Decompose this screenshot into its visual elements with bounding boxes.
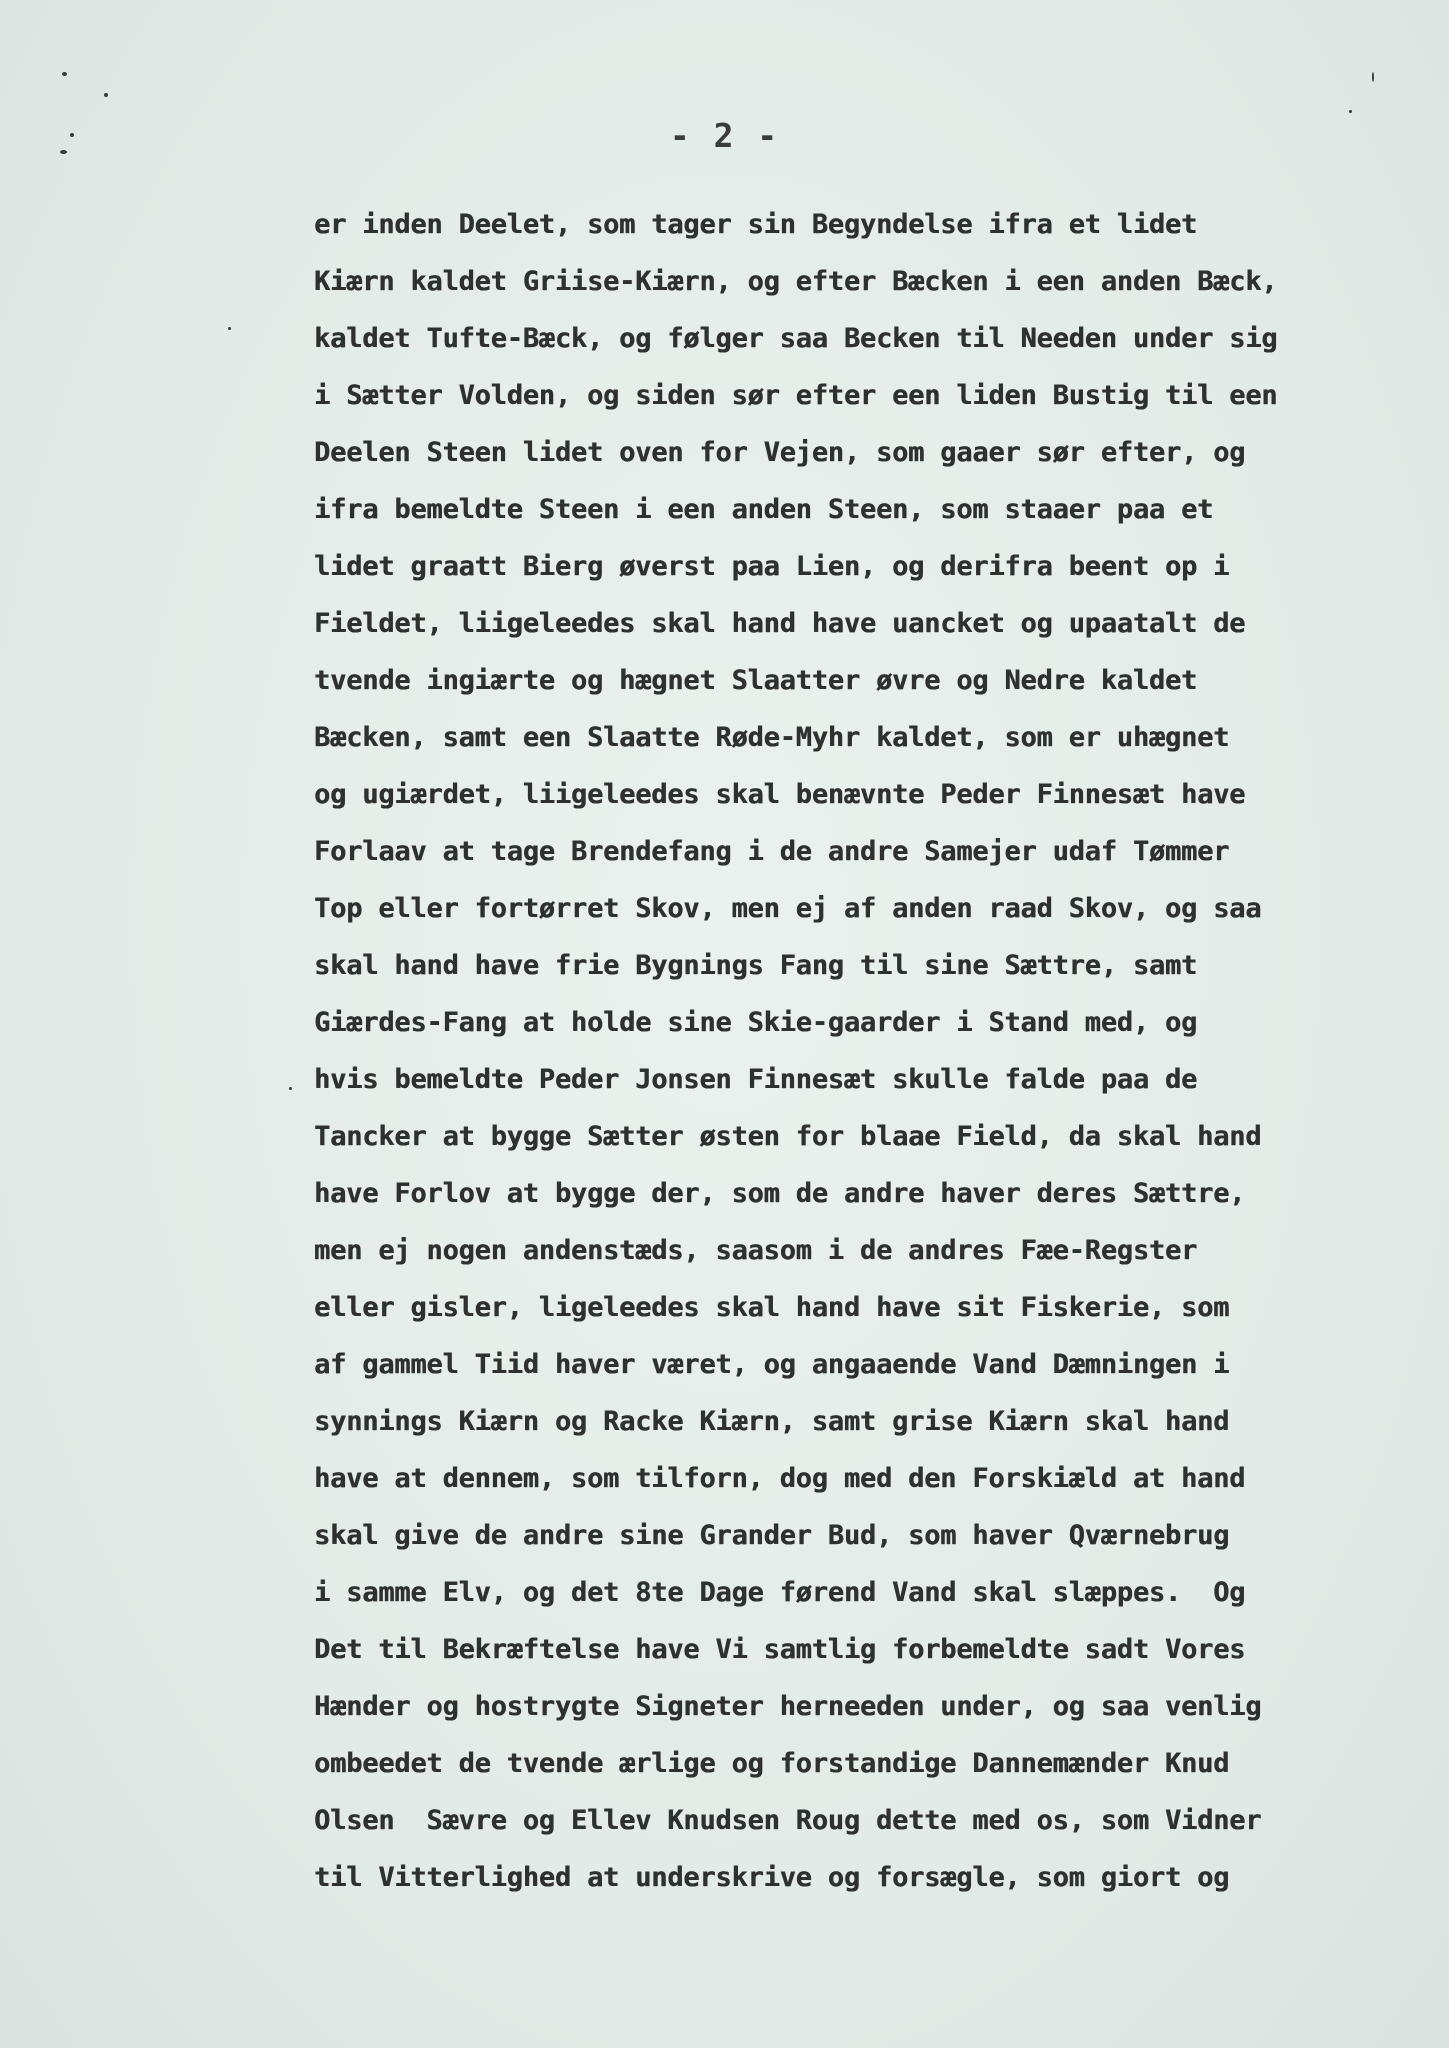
- text-line: eller gisler, ligeleedes skal hand have sit Fiskerie, som: [314, 1292, 1230, 1323]
- text-line: Forlaav at tage Brendefang i de andre Samejer udaf Tømmer: [314, 836, 1230, 867]
- text-line: Olsen Sævre og Ellev Knudsen Roug dette med os, som Vidner: [314, 1805, 1262, 1836]
- text-line: i Sætter Volden, og siden sør efter een liden Bustig til een: [314, 380, 1278, 411]
- text-line: have Forlov at bygge der, som de andre haver deres Sættre,: [314, 1178, 1246, 1209]
- text-line: Top eller fortørret Skov, men ej af anden raad Skov, og saa: [314, 893, 1262, 924]
- text-line: til Vitterlighed at underskrive og forsægle, som giort og: [314, 1862, 1230, 1893]
- body-text: [314, 196, 1414, 1906]
- text-line: ombeedet de tvende ærlige og forstandige Dannemænder Knud: [314, 1748, 1230, 1779]
- text-line: tvende ingiærte og hægnet Slaatter øvre og Nedre kaldet: [314, 665, 1198, 696]
- text-line: Hænder og hostrygte Signeter herneeden under, og saa venlig: [314, 1691, 1262, 1722]
- text-line: ifra bemeldte Steen i een anden Steen, som staaer paa et: [314, 494, 1214, 525]
- text-line: af gammel Tiid haver været, og angaaende Vand Dæmningen i: [314, 1349, 1230, 1380]
- text-line: Det til Bekræftelse have Vi samtlig forbemeldte sadt Vores: [314, 1634, 1246, 1665]
- text-line: men ej nogen andenstæds, saasom i de andres Fæe-Regster: [314, 1235, 1198, 1266]
- text-line: Giærdes-Fang at holde sine Skie-gaarder i Stand med, og: [314, 1007, 1198, 1038]
- text-line: er inden Deelet, som tager sin Begyndelse ifra et lidet: [314, 209, 1198, 240]
- text-line: skal hand have frie Bygnings Fang til sine Sættre, samt: [314, 950, 1198, 981]
- text-line: Deelen Steen lidet oven for Vejen, som gaaer sør efter, og: [314, 437, 1246, 468]
- text-line: kaldet Tufte-Bæck, og følger saa Becken til Needen under sig: [314, 323, 1278, 354]
- text-line: i samme Elv, og det 8te Dage førend Vand skal slæppes. Og: [314, 1577, 1246, 1608]
- scan-speck: [104, 93, 108, 97]
- scan-speck: [228, 327, 231, 330]
- text-line: Bæcken, samt een Slaatte Røde-Myhr kaldet, som er uhægnet: [314, 722, 1230, 753]
- scan-speck: [62, 72, 67, 76]
- text-line: Fieldet, liigeleedes skal hand have uancket og upaatalt de: [314, 608, 1246, 639]
- text-line: synnings Kiærn og Racke Kiærn, samt grise Kiærn skal hand: [314, 1406, 1230, 1437]
- text-line: Tancker at bygge Sætter østen for blaae Field, da skal hand: [314, 1121, 1262, 1152]
- scan-speck: [1349, 110, 1352, 113]
- scan-speck: [1372, 72, 1374, 82]
- text-line: lidet graatt Bierg øverst paa Lien, og derifra beent op i: [314, 551, 1230, 582]
- text-line: hvis bemeldte Peder Jonsen Finnesæt skulle falde paa de: [314, 1064, 1198, 1095]
- text-line: have at dennem, som tilforn, dog med den Forskiæld at hand: [314, 1463, 1246, 1494]
- text-line: skal give de andre sine Grander Bud, som haver Qværnebrug: [314, 1520, 1230, 1551]
- scan-speck: [289, 1087, 292, 1090]
- page-number: - 2 -: [669, 116, 780, 155]
- text-line: og ugiærdet, liigeleedes skal benævnte Peder Finnesæt have: [314, 779, 1246, 810]
- text-line: Kiærn kaldet Griise-Kiærn, og efter Bæcken i een anden Bæck,: [314, 266, 1278, 297]
